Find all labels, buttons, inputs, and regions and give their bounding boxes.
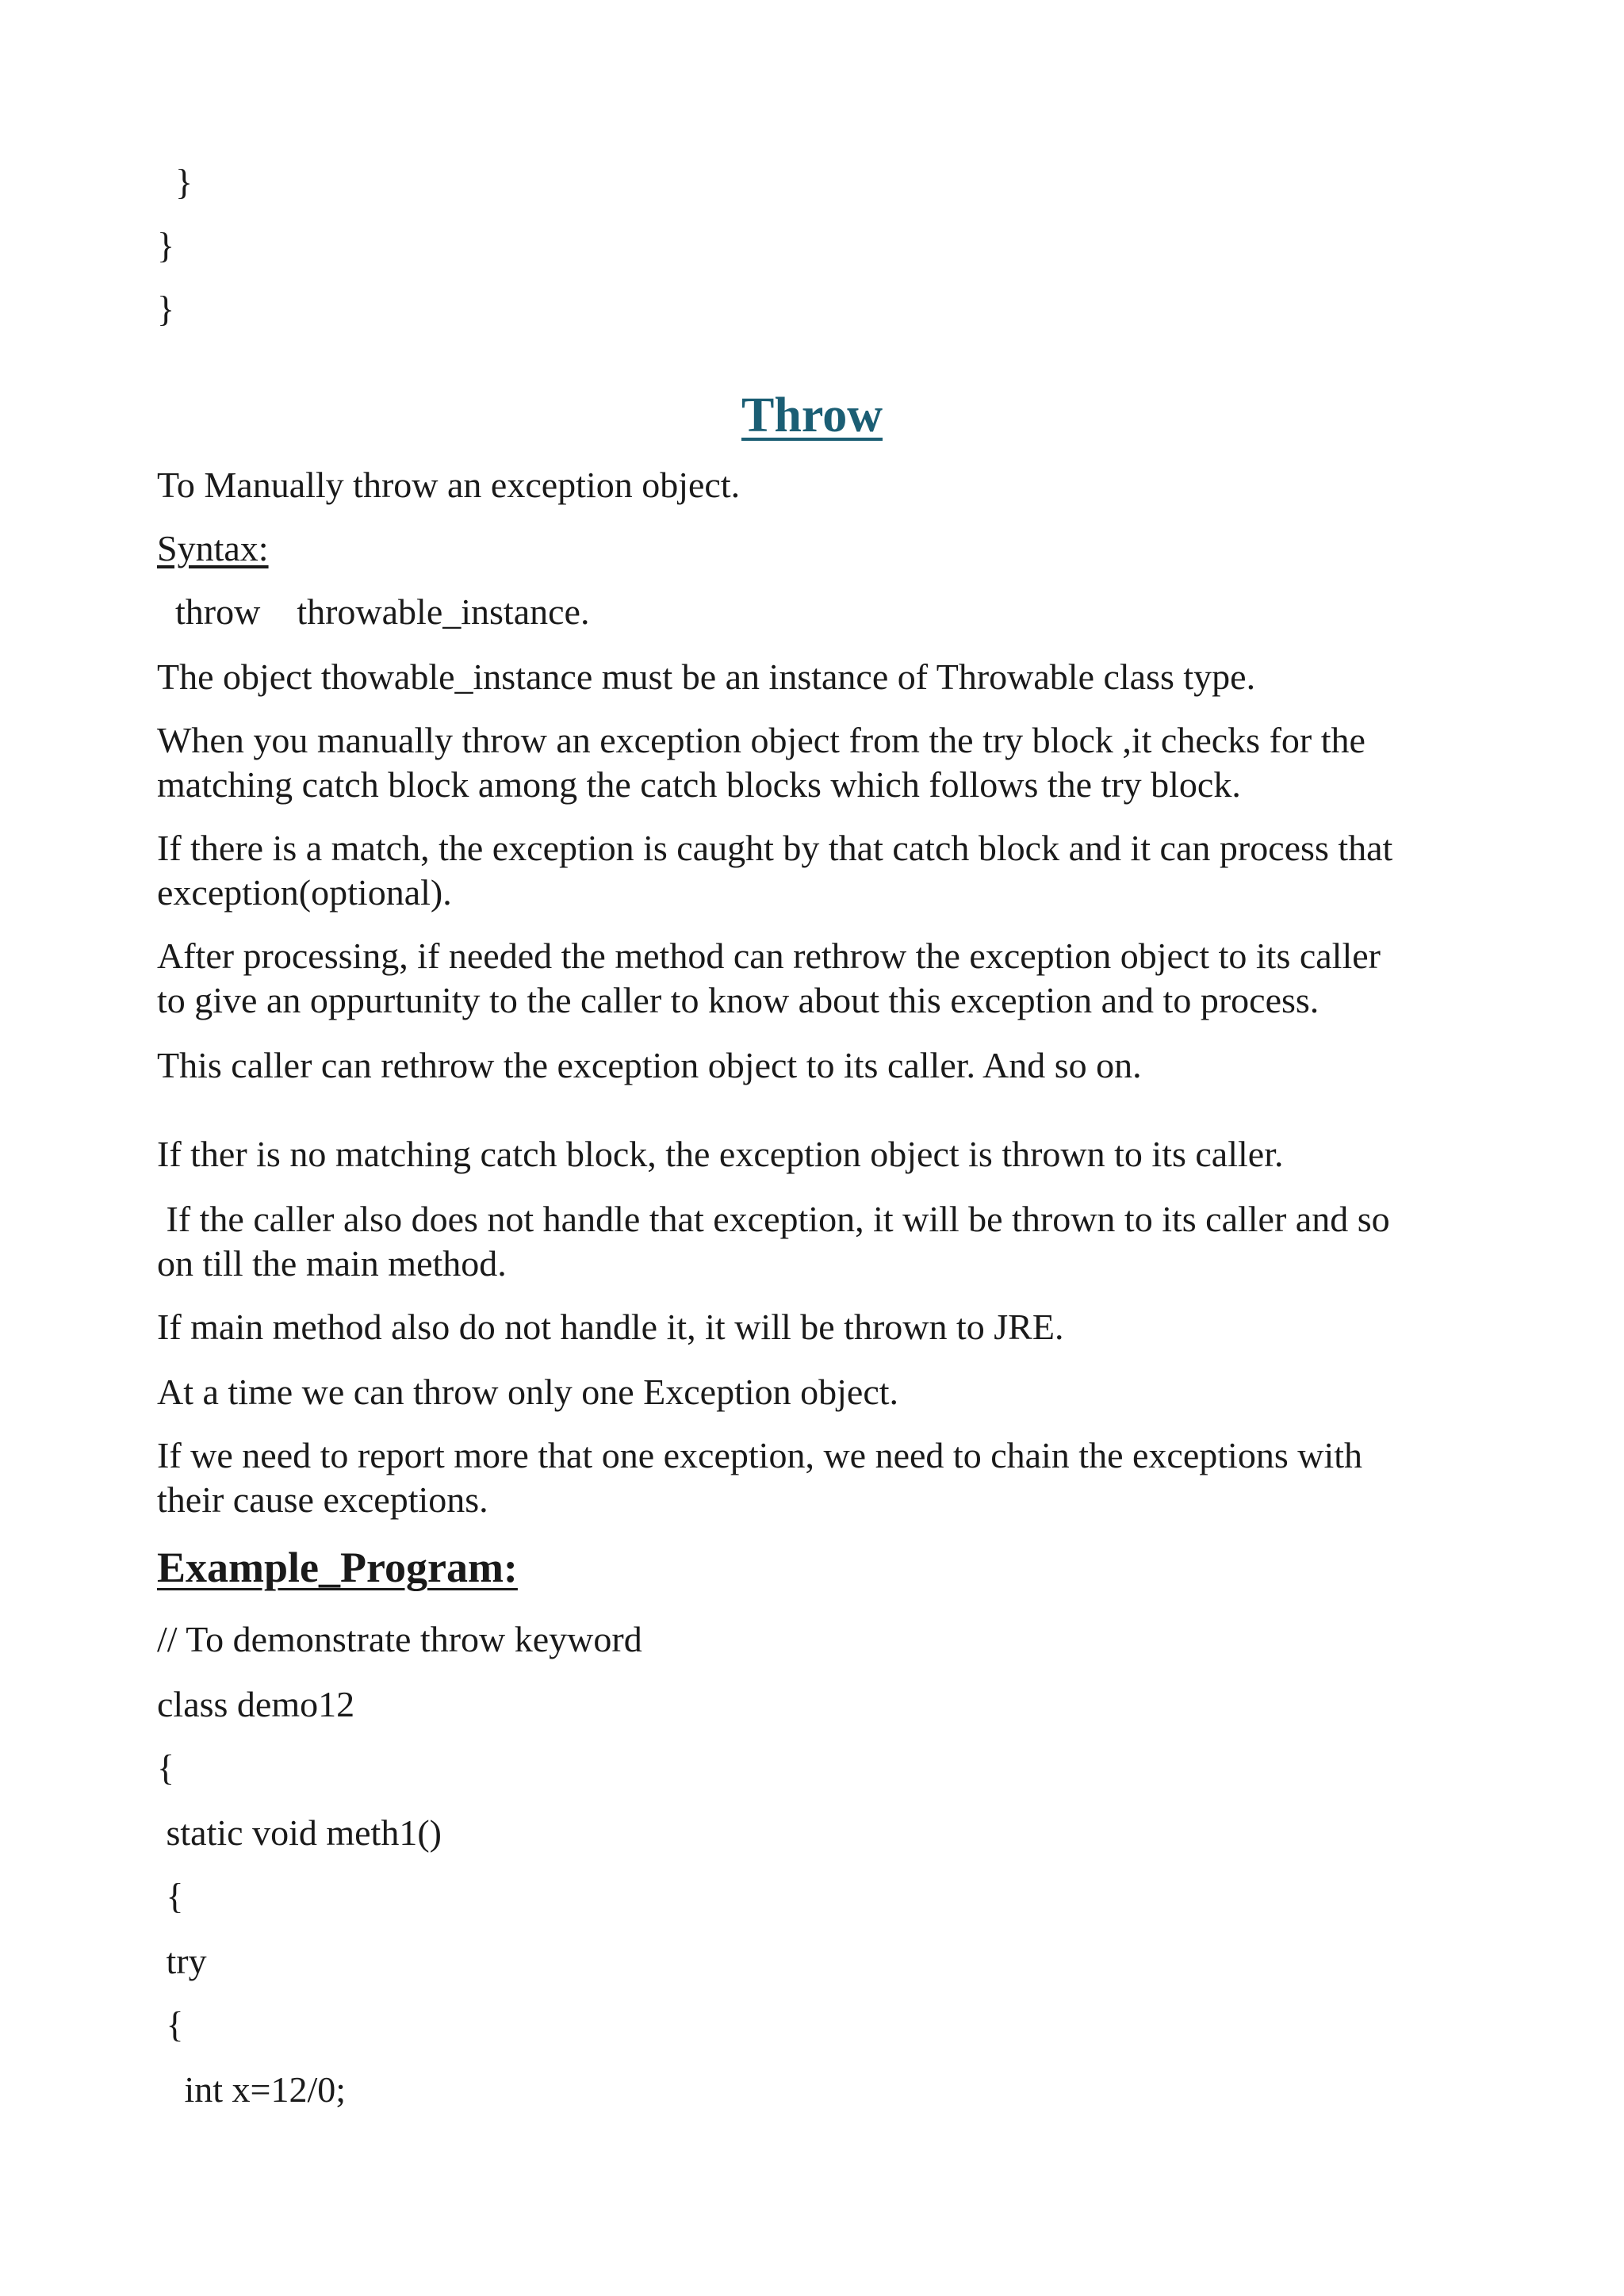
- paragraph: To Manually throw an exception object.: [157, 465, 741, 505]
- code-line: {: [157, 2004, 184, 2045]
- code-line: static void meth1(): [157, 1812, 442, 1853]
- paragraph: The object thowable_instance must be an instance of Throwable class type.: [157, 656, 1256, 697]
- paragraph-line: After processing, if needed the method can rethrow the exception object to its caller: [157, 936, 1381, 976]
- paragraph: If ther is no matching catch block, the exception object is thrown to its caller.: [157, 1134, 1284, 1174]
- code-line: class demo12: [157, 1684, 355, 1724]
- paragraph-line: to give an oppurtunity to the caller to know about this exception and to process.: [157, 980, 1320, 1020]
- paragraph-line: matching catch block among the catch blocks which follows the try block.: [157, 764, 1241, 805]
- syntax-label: Syntax:: [157, 528, 269, 568]
- paragraph-line: If we need to report more that one exception, we need to chain the exceptions with: [157, 1435, 1362, 1475]
- code-line: }: [157, 289, 175, 329]
- section-heading: Throw: [741, 388, 883, 442]
- paragraph: This caller can rethrow the exception object to its caller. And so on.: [157, 1045, 1142, 1085]
- paragraph-line: exception(optional).: [157, 872, 452, 913]
- code-line: {: [157, 1747, 175, 1788]
- paragraph: At a time we can throw only one Exception object.: [157, 1372, 899, 1412]
- code-line: }: [157, 225, 175, 266]
- paragraph-line: their cause exceptions.: [157, 1479, 488, 1520]
- code-line: // To demonstrate throw keyword: [157, 1619, 642, 1659]
- paragraph-line: If the caller also does not handle that exception, it will be thrown to its caller and so: [157, 1199, 1390, 1239]
- code-line: int x=12/0;: [157, 2069, 347, 2110]
- paragraph: If main method also do not handle it, it will be thrown to JRE.: [157, 1307, 1064, 1347]
- code-line: }: [157, 162, 193, 202]
- paragraph-line: When you manually throw an exception object from the try block ,it checks for the: [157, 720, 1365, 760]
- paragraph-line: on till the main method.: [157, 1243, 507, 1284]
- code-line: {: [157, 1876, 184, 1916]
- code-line: try: [157, 1941, 207, 1981]
- syntax-line: throw throwable_instance.: [157, 591, 590, 632]
- paragraph-line: If there is a match, the exception is caught by that catch block and it can process that: [157, 828, 1393, 868]
- example-heading: Example_Program:: [157, 1544, 518, 1591]
